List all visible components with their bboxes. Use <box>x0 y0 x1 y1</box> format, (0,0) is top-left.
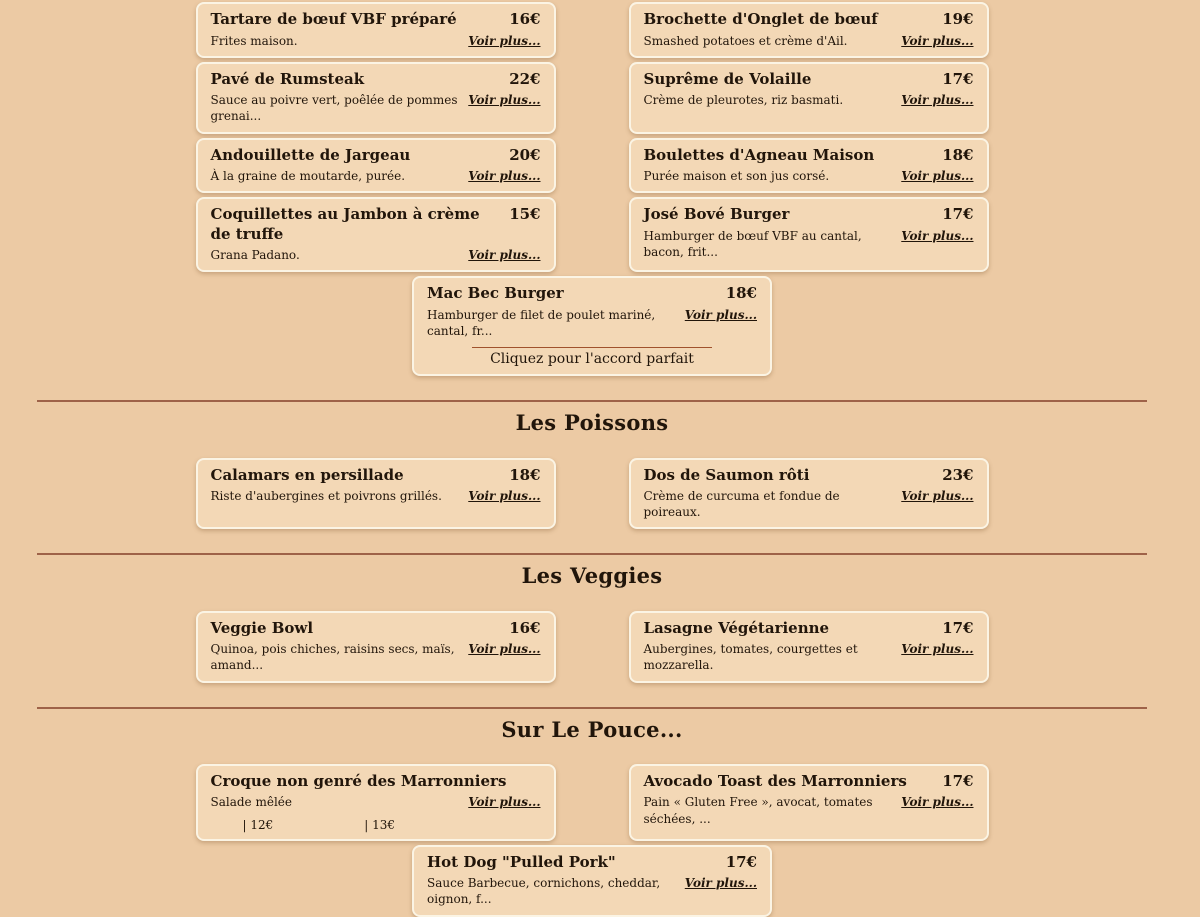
dish-price: 22€ <box>509 69 541 88</box>
card-saumon <box>629 458 989 530</box>
dish-description: Sauce Barbecue, cornichons, cheddar, oignon, f... <box>427 876 661 907</box>
dish-price: 18€ <box>509 465 541 484</box>
dish-description: Crème de curcuma et fondue de poireaux. <box>643 489 840 520</box>
dish-price: 23€ <box>942 465 974 484</box>
dish-title: Coquillettes au Jambon à crème de truffe <box>210 205 480 243</box>
voir-plus-link[interactable]: Voir plus... <box>901 33 974 48</box>
dish-title: Brochette d'Onglet de bœuf <box>643 10 878 28</box>
dish-description: Riste d'aubergines et poivrons grillés. <box>210 489 442 504</box>
section-title-poissons: Les Poissons <box>515 410 669 436</box>
card-macbec <box>412 276 772 376</box>
dish-price: 17€ <box>942 771 974 790</box>
dish-title: Hot Dog "Pulled Pork" <box>427 852 616 871</box>
dish-description: Pain « Gluten Free », avocat, tomates séchées, ... <box>643 795 873 826</box>
dish-price: 18€ <box>725 284 757 303</box>
voir-plus-link[interactable]: Voir plus... <box>684 307 757 322</box>
voir-plus-link[interactable]: Voir plus... <box>468 489 541 504</box>
voir-plus-link[interactable]: Voir plus... <box>468 795 541 810</box>
menu-row <box>37 2 1147 58</box>
dish-title: Lasagne Végétarienne <box>643 618 830 637</box>
dish-title: Tartare de bœuf VBF préparé <box>210 10 457 28</box>
card-pave <box>196 62 556 134</box>
menu-row <box>37 138 1147 194</box>
dish-description: Hamburger de bœuf VBF au cantal, bacon, frit... <box>643 228 862 259</box>
card-calamars <box>196 458 556 530</box>
voir-plus-link[interactable]: Voir plus... <box>468 642 541 657</box>
dish-price: 19€ <box>942 10 974 28</box>
dish-description: Purée maison et son jus corsé. <box>643 169 830 184</box>
dish-title: Calamars en persillade <box>210 465 404 484</box>
voir-plus-link[interactable]: Voir plus... <box>468 93 541 108</box>
dish-description: Frites maison. <box>210 33 298 48</box>
accord-divider <box>472 347 713 348</box>
card-lasagne <box>629 611 989 683</box>
voir-plus-link[interactable]: Voir plus... <box>901 795 974 810</box>
dish-description: Quinoa, pois chiches, raisins secs, maïs, amand... <box>210 642 455 673</box>
section-divider <box>37 400 1147 402</box>
card-boulettes <box>629 138 989 194</box>
dish-description: Crème de pleurotes, riz basmati. <box>643 93 844 108</box>
section-divider <box>37 553 1147 555</box>
dish-description: Salade mêlée <box>210 795 292 810</box>
dish-price: 15€ <box>509 205 541 224</box>
dish-price: 16€ <box>509 618 541 637</box>
dish-title: Andouillette de Jargeau <box>210 145 411 164</box>
dish-title: Suprême de Volaille <box>643 69 812 88</box>
dish-description: Grana Padano. <box>210 248 300 263</box>
menu-row <box>37 62 1147 134</box>
dish-price: 17€ <box>942 205 974 224</box>
dish-price: 17€ <box>725 852 757 871</box>
dish-price: 17€ <box>942 618 974 637</box>
card-jose-bove <box>629 197 989 272</box>
dish-description: Sauce au poivre vert, poêlée de pommes grenai... <box>210 93 458 124</box>
dish-price: 20€ <box>509 145 541 164</box>
menu-row <box>37 611 1147 683</box>
dish-description: Smashed potatoes et crème d'Ail. <box>643 33 848 48</box>
card-supreme <box>629 62 989 134</box>
dish-description: Aubergines, tomates, courgettes et mozzarella. <box>643 642 858 673</box>
dish-title: Veggie Bowl <box>210 618 314 637</box>
card-veggie-bowl <box>196 611 556 683</box>
variant-price: | 12€ <box>242 817 274 832</box>
voir-plus-link[interactable]: Voir plus... <box>901 228 974 243</box>
dish-title: Boulettes d'Agneau Maison <box>643 145 875 164</box>
menu-row <box>37 458 1147 530</box>
card-tartare <box>196 2 556 58</box>
card-brochette <box>629 2 989 58</box>
dish-title: Avocado Toast des Marronniers <box>643 771 907 790</box>
voir-plus-link[interactable]: Voir plus... <box>901 169 974 184</box>
voir-plus-link[interactable]: Voir plus... <box>901 489 974 504</box>
voir-plus-link[interactable]: Voir plus... <box>468 169 541 184</box>
section-title-pouce: Sur Le Pouce... <box>501 716 683 742</box>
menu-row-centered <box>37 276 1147 376</box>
dish-title: Pavé de Rumsteak <box>210 69 365 88</box>
menu-row <box>37 197 1147 272</box>
voir-plus-link[interactable]: Voir plus... <box>684 876 757 891</box>
menu-row <box>37 764 1147 841</box>
dish-price: 18€ <box>942 145 974 164</box>
card-avocado-toast <box>629 764 989 841</box>
menu-row-centered <box>37 845 1147 917</box>
dish-price: 17€ <box>942 69 974 88</box>
dish-title: Dos de Saumon rôti <box>643 465 810 484</box>
dish-description: Hamburger de filet de poulet mariné, cantal, fr... <box>427 307 656 339</box>
card-hotdog <box>412 845 772 917</box>
voir-plus-link[interactable]: Voir plus... <box>468 33 541 48</box>
voir-plus-link[interactable]: Voir plus... <box>468 248 541 263</box>
dish-price: 16€ <box>509 10 541 28</box>
variant-price: | 13€ <box>364 817 396 832</box>
voir-plus-link[interactable]: Voir plus... <box>901 93 974 108</box>
card-coquillettes <box>196 197 556 272</box>
dish-title: Croque non genré des Marronniers <box>210 771 507 790</box>
dish-title: Mac Bec Burger <box>427 284 564 303</box>
card-croque <box>196 764 556 841</box>
dish-title: José Bové Burger <box>643 205 790 224</box>
section-divider <box>37 707 1147 709</box>
menu-page <box>37 0 1147 917</box>
card-andouillette <box>196 138 556 194</box>
accord-parfait-link[interactable]: Cliquez pour l'accord parfait <box>490 351 694 368</box>
voir-plus-link[interactable]: Voir plus... <box>901 642 974 657</box>
dish-description: À la graine de moutarde, purée. <box>210 169 406 184</box>
section-title-veggies: Les Veggies <box>521 563 663 589</box>
